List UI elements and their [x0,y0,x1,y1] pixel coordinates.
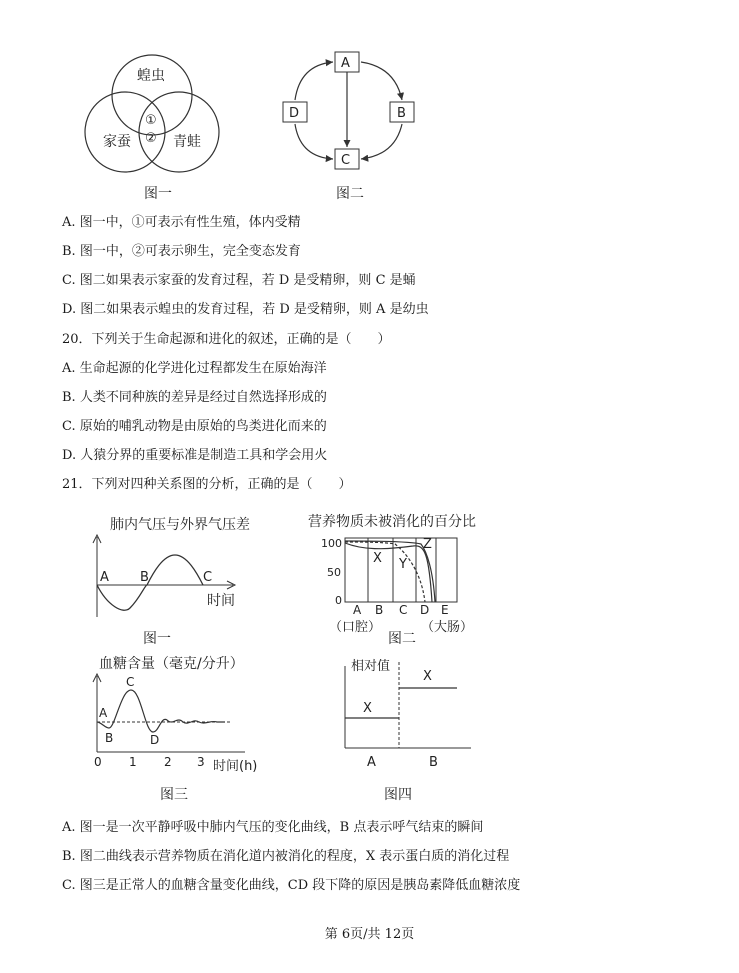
cycle-arrow-da [295,62,333,100]
chart4-xcat-b: B [429,755,438,770]
chart2-xcat-d: D [420,603,430,617]
chart2-curve-x [345,543,432,602]
chart4-title: 相对值 [351,659,391,674]
chart4-caption: 图四 [384,787,412,803]
cycle-label-b: B [397,106,406,121]
q20-option-d: D. 人猿分界的重要标准是制造工具和学会用火 [62,448,328,463]
chart1-caption: 图一 [143,631,171,647]
chart3-curve [97,690,225,732]
chart4-series-label-a: X [363,701,372,716]
chart1-x-label: 时间 [207,593,235,609]
chart1-point-a: A [100,570,109,585]
chart2-xcat-a: A [353,603,362,617]
chart3-point-b: B [105,731,114,745]
chart2-title: 营养物质未被消化的百分比 [308,514,476,530]
chart2-series-y: Y [399,557,407,572]
chart2-xcat-b: B [375,603,384,617]
chart1-curve [97,555,203,610]
chart2-ytick-0: 0 [335,594,342,607]
chart3-point-c: C [126,675,135,689]
chart3-caption: 图三 [160,787,188,803]
venn-label-silkworm: 家蚕 [103,134,131,150]
page-footer: 第 6页/共 12页 [324,927,415,942]
chart2-ytick-50: 50 [327,566,341,579]
chart3-point-a: A [99,706,108,720]
q19-option-c: C. 图二如果表示家蚕的发育过程，若 D 是受精卵，则 C 是蛹 [62,273,416,288]
figure-venn-caption: 图一 [144,186,172,202]
q21-option-a: A. 图一是一次平静呼吸中肺内气压的变化曲线，B 点表示呼气结束的瞬间 [62,820,484,835]
chart2-xcat-e: E [441,603,449,617]
chart3-x-label: 时间(h) [213,759,258,774]
chart-relative-value [333,652,483,772]
chart3-xtick-0: 0 [94,755,102,769]
cycle-arrow-dc [295,124,333,159]
chart1-point-b: B [140,570,149,585]
chart-digestion [303,510,503,635]
q21-option-c: C. 图三是正常人的血糖含量变化曲线，CD 段下降的原因是胰岛素降低血糖浓度 [62,878,521,893]
cycle-label-d: D [289,106,300,121]
q19-option-a: A. 图一中，①可表示有性生殖，体内受精 [62,215,301,230]
venn-marker-1: ① [145,113,157,128]
venn-label-frog: 青蛙 [173,134,201,150]
figure-cycle-caption: 图二 [336,186,364,202]
chart3-title: 血糖含量（毫克/分升） [99,656,244,672]
chart2-caption: 图二 [388,631,416,647]
cycle-arrow-bc [361,124,402,159]
chart2-series-z: Z [423,537,432,552]
chart1-point-c: C [203,570,213,585]
cycle-label-a: A [341,56,350,71]
chart2-series-x: X [373,551,382,566]
chart4-xcat-a: A [367,755,376,770]
chart2-ytick-100: 100 [321,537,342,550]
q20-option-b: B. 人类不同种族的差异是经过自然选择形成的 [62,390,327,405]
chart-lung-pressure [85,513,265,623]
chart3-xtick-1: 1 [129,755,137,769]
venn-marker-2: ② [145,131,157,146]
chart3-xtick-2: 2 [164,755,172,769]
venn-label-locust: 蝗虫 [137,68,165,84]
q20-option-c: C. 原始的哺乳动物是由原始的鸟类进化而来的 [62,419,327,434]
chart2-sub-left: （口腔） [329,620,382,635]
q21-stem: 21．下列对四种关系图的分析，正确的是（ ） [62,477,352,492]
chart2-curve-z [345,541,435,602]
q19-option-d: D. 图二如果表示蝗虫的发育过程，若 D 是受精卵，则 A 是幼虫 [62,302,429,317]
chart3-point-d: D [150,733,160,747]
chart-blood-sugar [85,650,270,780]
chart3-xtick-3: 3 [197,755,205,769]
chart2-curve-y [345,542,425,602]
cycle-arrow-ab [361,62,402,100]
chart1-title: 肺内气压与外界气压差 [110,517,250,533]
chart2-sub-right: （大肠） [421,620,474,635]
q20-option-a: A. 生命起源的化学进化过程都发生在原始海洋 [62,361,327,376]
chart2-xcat-c: C [399,603,408,617]
chart4-series-label-b: X [423,669,432,684]
q20-stem: 20．下列关于生命起源和进化的叙述，正确的是（ ） [62,332,391,347]
figure-cycle [275,45,425,175]
q21-option-b: B. 图二曲线表示营养物质在消化道内被消化的程度，X 表示蛋白质的消化过程 [62,849,510,864]
q19-option-b: B. 图一中，②可表示卵生，完全变态发育 [62,244,301,259]
cycle-label-c: C [341,153,351,168]
figure-venn [75,40,235,190]
